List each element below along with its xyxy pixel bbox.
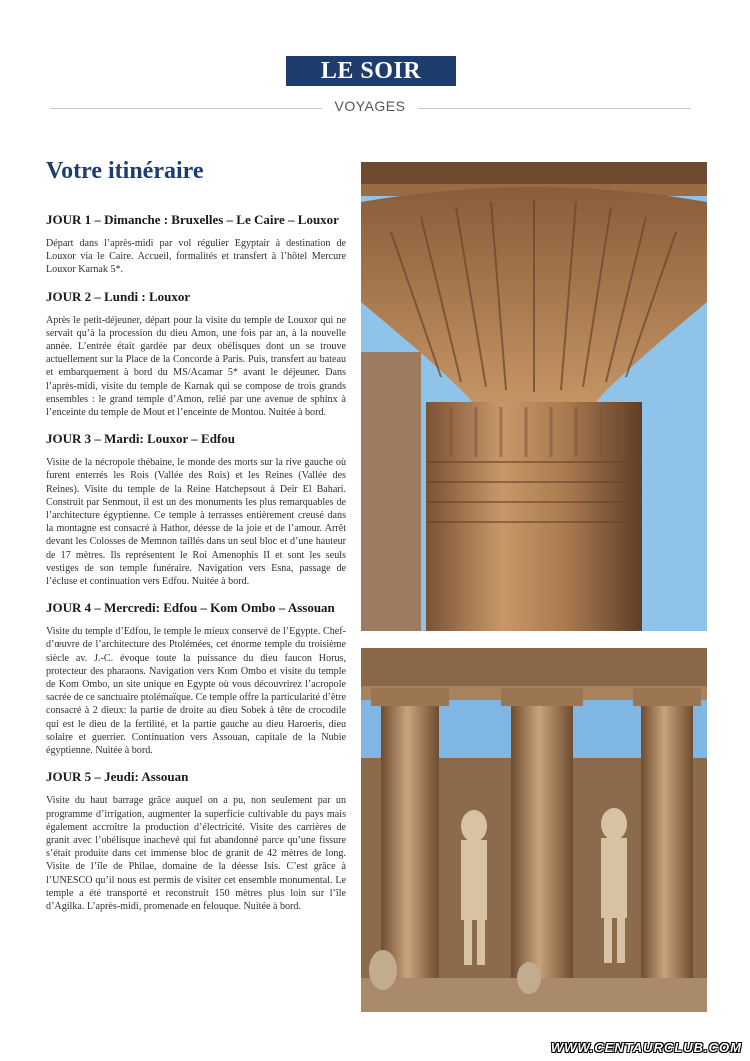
day-heading: JOUR 1 – Dimanche : Bruxelles – Le Caire – Louxor <box>46 212 339 227</box>
day-description: Visite du haut barrage grâce auquel on a pu, non seulement par un programme d’irrigation, augmenter la superficie cultivable du pays mais également accroître la production d’électricité. Visite des carrières de granit avec l’obélisque inachevé qui fut abandonné parce qu’une fissure s’était produite dans cet immense bloc de granit de 42 mètres de long. Visite de l’île de Philae, domaine de la déesse Isis. C’est grâce à l’UNESCO qu’il nous est permis de visiter cet ensemble monumental. Le temple a été transporté et reconstruit 150 mètres plus loin sur l’île d’Agilka. L’après-midi, promenade en felouque. Nuitée à bord. <box>46 795 346 912</box>
day-description: Départ dans l’après-midi par vol régulier Egyptair à destination de Louxor via le Caire. Accueil, formalités et transfert à l’hôtel Mercure Louxor Karnak 5*. <box>46 238 346 276</box>
page-title: Votre itinéraire <box>46 158 204 184</box>
day-heading: JOUR 3 – Mardi: Louxor – Edfou <box>46 431 235 447</box>
masthead-logo: LE SOIR <box>286 56 456 86</box>
day-block <box>46 431 346 588</box>
day-description: Après le petit-déjeuner, départ pour la visite du temple de Louxor qui ne servait qu’à la procession du dieu Amon, une fois par an, à la nouvelle année. L’entrée était gardée par deux obélisques dont un se trouve actuellement sur la Place de la Concorde à Paris. Puis, transfert au bateau et embarquement à bord du MS/Acamar 5* avant le déjeuner. Dans l’après-midi, visite du temple de Karnak qui se compose de trois grands ensembles : le grand temple d’Amon, relié par une avenue de sphinx à l’enceinte du temple de Mout et l’enceinte de Montou. Nuitée à bord. <box>46 314 346 419</box>
photo-column-capital <box>361 162 707 631</box>
day-block <box>46 289 346 420</box>
day-heading: JOUR 2 – Lundi : Louxor <box>46 288 191 304</box>
section-label: VOYAGES <box>334 98 406 114</box>
day-heading: JOUR 4 – Mercredi: Edfou – Kom Ombo – Assouan <box>46 600 335 616</box>
photo-temple-colonnade <box>361 648 707 1012</box>
section-divider-right <box>418 108 691 109</box>
watermark-url: WWW.CENTAURCLUB.COM <box>550 1040 742 1055</box>
day-description: Visite du temple d’Edfou, le temple le mieux conservé de l’Egypte. Chef-d’œuvre de l’architecture des Ptolémées, cet énorme temple du troisième siècle av. J.-C. évoque toute la puissance du dieu faucon Horus, protecteur des pharaons. Navigation vers Kom Ombo et visite du temple de Kom Ombo, un site unique en Egypte où vous découvrirez l’acropole sacrée de ce sanctuaire ptolémaïque. Ce temple offre la particularité d’être consacré à 2 dieux: la partie de droite au dieu Sobek à tête de crocodile qui est le dieu de la fertilité, et la partie gauche au dieu Haroeris, dieu solaire et guerrier. Continuation vers Assouan, capitale de la Nubie égyptienne. Nuitée à bord. <box>46 626 346 757</box>
day-description: Visite de la nécropole thébaine, le monde des morts sur la rive gauche où furent enterrés les Rois (Vallée des Rois) et les Reines (Vallée des Reines). Visite du temple de la Reine Hatchepsout à Deir El Bahari. Construit par Senmout, il est un des monuments les plus remarquables de l’architecture égyptienne. Ce temple à terrasses entièrement creusé dans la montagne est consacré à Hathor, déesse de la joie et de l’amour. Arrêt devant les Colosses de Memnon taillés dans un seul bloc et d’une hauteur de 17 mètres. Ils représentent le Roi Amenophis II et sont les seuls vestiges de son temple funéraire. Navigation vers Esna, passage de l’écluse et continuation vers Edfou. Nuitée à bord. <box>46 457 346 588</box>
section-divider-left <box>50 108 322 109</box>
itinerary-column <box>46 212 346 925</box>
day-heading: JOUR 5 – Jeudi: Assouan <box>46 769 189 785</box>
day-block <box>46 212 346 277</box>
day-block <box>46 600 346 757</box>
day-block <box>46 769 346 913</box>
